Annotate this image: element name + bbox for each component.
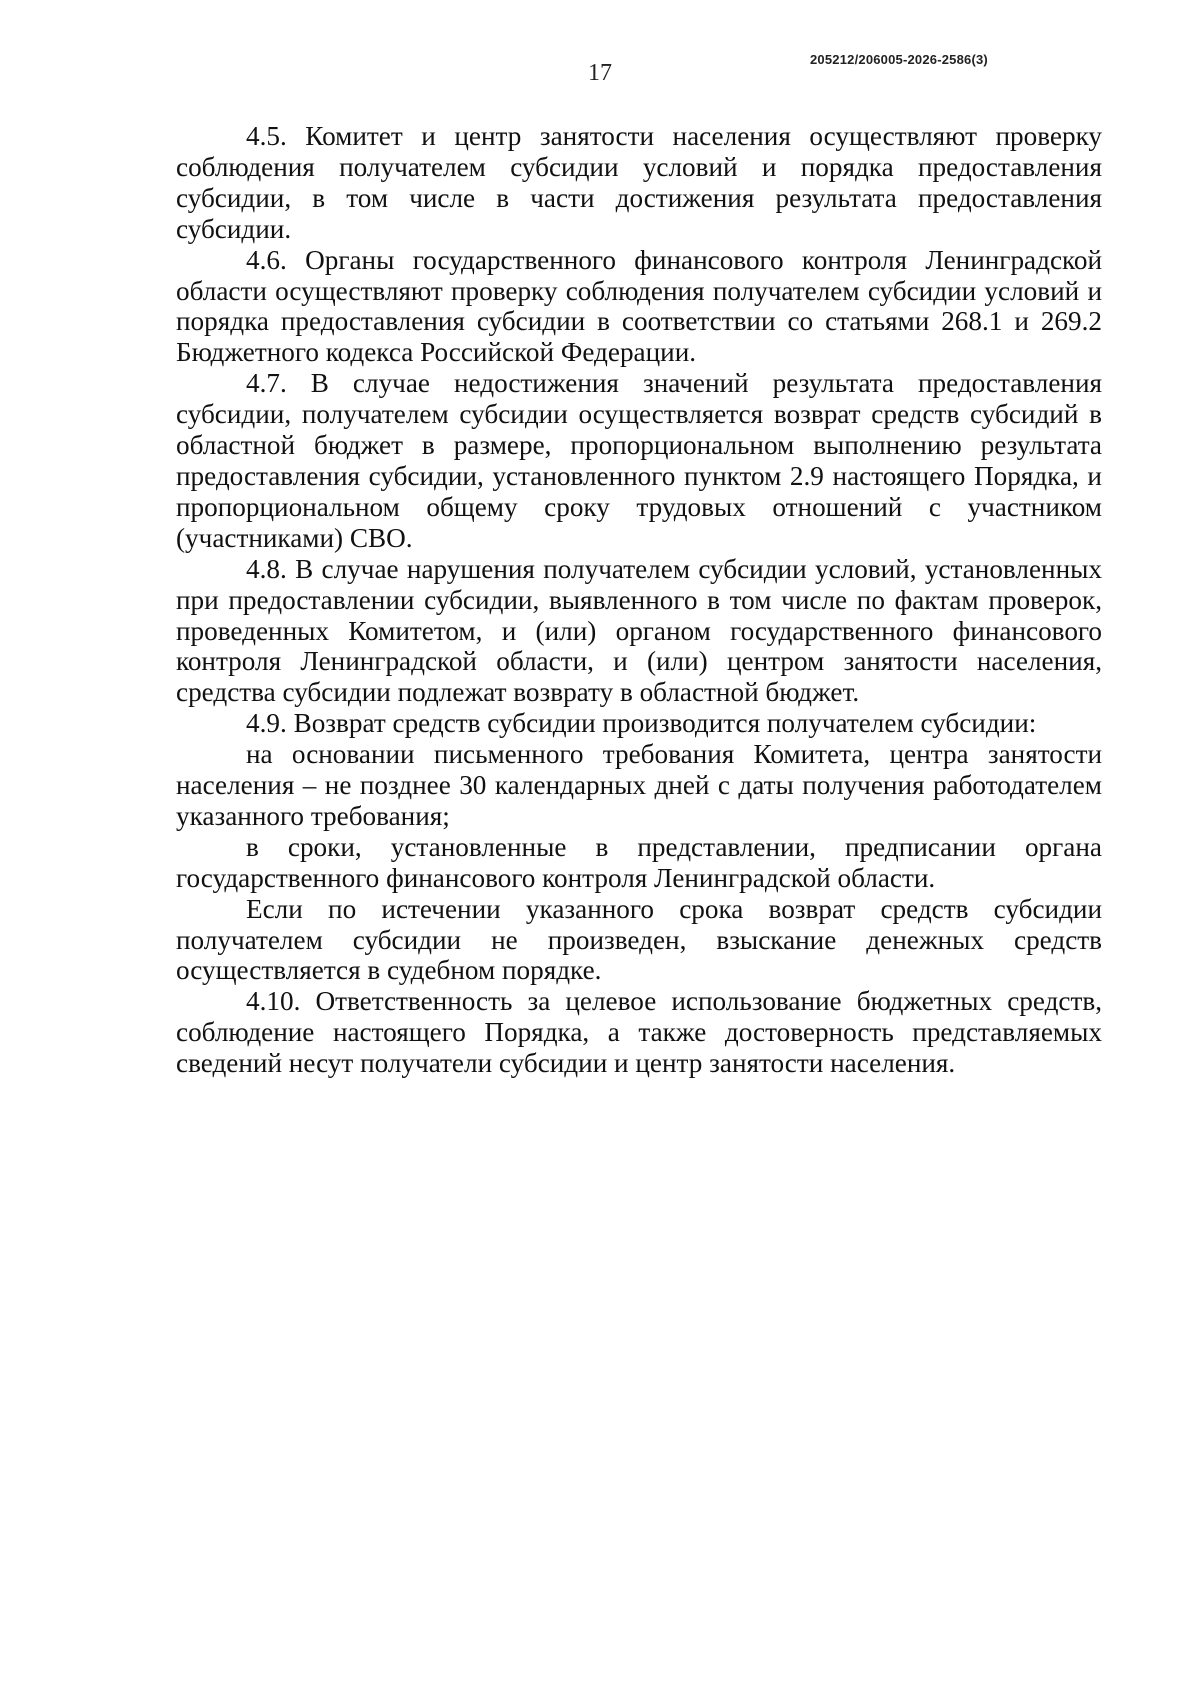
- paragraph-4-9: 4.9. Возврат средств субсидии производится получателем субсидии:: [246, 708, 1037, 739]
- paragraph-4-5: 4.5. Комитет и центр занятости населения осуществляют проверку соблюдения получателем субсидии условий и порядка предоставления субсидии, в том числе в части достижения результата предоставления субсидии.: [176, 121, 1102, 244]
- paragraph-4-9-item-control-order: в сроки, установленные в представлении, предписании органа государственного финансового контроля Ленинградской области.: [176, 831, 1102, 893]
- paragraph-4-7: 4.7. В случае недостижения значений результата предоставления субсидии, получателем субсидии осуществляется возврат средств субсидий в областной бюджет в размере, пропорциональном выполнению результата предоставления субсидии, установленного пунктом 2.9 настоящего Порядка, и пропорциональном общему сроку трудовых отношений с участником (участниками) СВО.: [176, 368, 1102, 553]
- document-registration-number: 205212/206005-2026-2586(3): [810, 52, 988, 67]
- page-number: 17: [588, 60, 612, 86]
- paragraph-court-recovery: Если по истечении указанного срока возврат средств субсидии получателем субсидии не произведен, взыскание денежных средств осуществляется в судебном порядке.: [176, 893, 1102, 986]
- paragraph-4-8: 4.8. В случае нарушения получателем субсидии условий, установленных при предоставлении субсидии, выявленного в том числе по фактам проверок, проведенных Комитетом, и (или) органом государственного финансового контроля Ленинградской области, и (или) центром занятости населения, средства субсидии подлежат возврату в областной бюджет.: [176, 553, 1102, 708]
- paragraph-4-10: 4.10. Ответственность за целевое использование бюджетных средств, соблюдение настоящего Порядка, а также достоверность представляемых сведений несут получатели субсидии и центр занятости населения.: [176, 986, 1102, 1079]
- paragraph-4-6: 4.6. Органы государственного финансового контроля Ленинградской области осуществляют проверку соблюдения получателем субсидии условий и порядка предоставления субсидии в соответствии со статьями 268.1 и 269.2 Бюджетного кодекса Российской Федерации.: [176, 244, 1102, 368]
- paragraph-4-9-item-written-request: на основании письменного требования Комитета, центра занятости населения – не позднее 30 календарных дней с даты получения работодателем указанного требования;: [176, 739, 1102, 831]
- document-body: [176, 121, 1102, 1079]
